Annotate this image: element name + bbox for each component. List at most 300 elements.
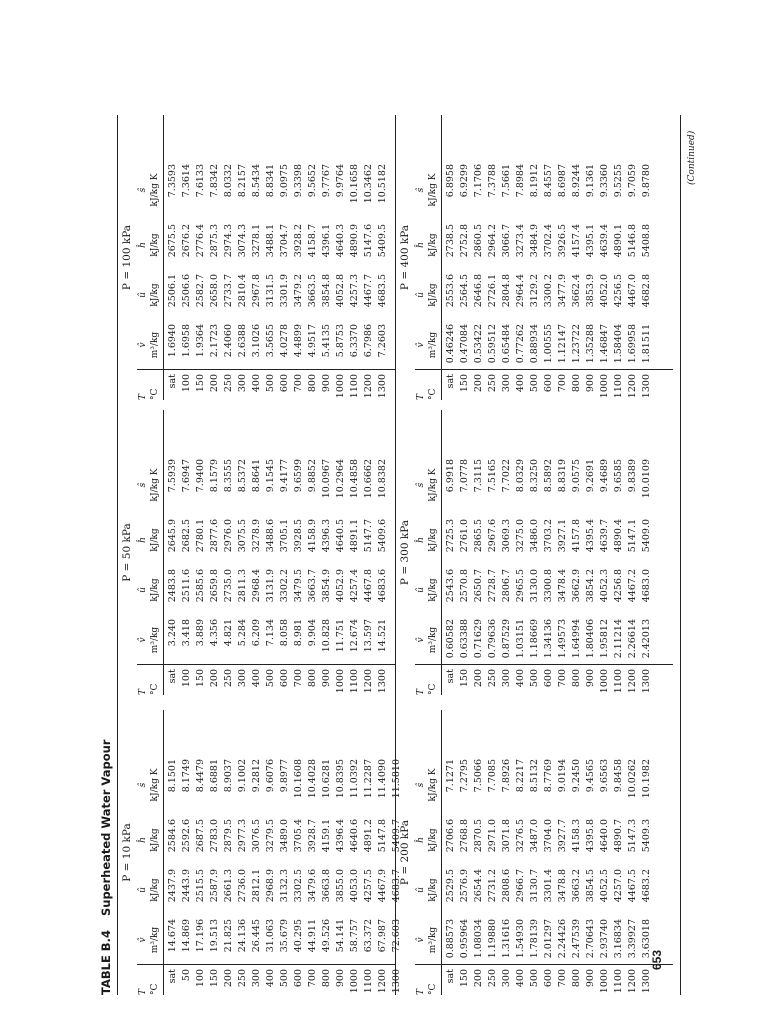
table-cell: 2974.3	[223, 224, 234, 258]
table-cell: 3132.3	[279, 869, 290, 903]
column-header	[137, 370, 163, 400]
column-symbol: ŝ	[416, 782, 426, 788]
table-cell: 4053.0	[349, 869, 360, 903]
column-header	[137, 965, 163, 995]
table-cell: 10.8395	[335, 759, 346, 799]
table-cell: 7.8342	[209, 164, 220, 198]
table-cell: 2967.8	[251, 274, 262, 308]
column-symbol: ĥ	[138, 242, 148, 248]
table-cell: 0.88934	[529, 324, 540, 364]
table-row	[528, 710, 542, 995]
table-row	[486, 115, 500, 400]
table-row	[166, 410, 180, 695]
column-unit: °C	[150, 388, 160, 400]
temperature-column-rule	[415, 964, 673, 965]
table-cell: 4395.1	[585, 224, 596, 258]
rotated-table-page	[95, 115, 695, 995]
table-cell: 2437.9	[167, 869, 178, 903]
column-symbol: ĥ	[416, 837, 426, 843]
table-cell: 2804.8	[501, 274, 512, 308]
table-cell: 4158.7	[307, 224, 318, 258]
table-cell: 8.4557	[543, 164, 554, 198]
table-cell: 5147.3	[627, 819, 638, 853]
table-cell: 2443.9	[181, 869, 192, 903]
table-cell: 10.1608	[293, 759, 304, 799]
table-cell: 600	[279, 669, 290, 688]
table-cell: 40.295	[293, 919, 304, 953]
column-unit: kJ/kg	[428, 828, 438, 852]
table-cell: 2.24426	[557, 919, 568, 959]
table-cell: 8.1749	[181, 759, 192, 793]
table-row	[444, 115, 458, 400]
table-cell: 11.4090	[377, 759, 388, 799]
table-cell: 3488.6	[265, 519, 276, 553]
table-cell: 1300	[641, 969, 652, 994]
table-cell: 8.4479	[195, 759, 206, 793]
table-cell: 2728.7	[487, 569, 498, 603]
table-cell: 1.58404	[613, 324, 624, 364]
table-cell: 3702.4	[543, 224, 554, 258]
table-row	[584, 115, 598, 400]
table-cell: 7.6133	[195, 164, 206, 198]
column-unit: kJ/kg K	[150, 768, 160, 802]
table-row	[528, 410, 542, 695]
table-cell: 7.5939	[167, 459, 178, 493]
table-cell: 1200	[377, 969, 388, 994]
table-row	[472, 115, 486, 400]
column-unit: °C	[428, 683, 438, 695]
table-cell: 4052.8	[335, 274, 346, 308]
table-cell: 0.47084	[459, 324, 470, 364]
table-cell: 8.0332	[223, 164, 234, 198]
table-row	[194, 115, 208, 400]
table-cell: 1.64994	[571, 619, 582, 659]
table-cell: 2870.5	[473, 819, 484, 853]
table-cell: 3130.0	[529, 569, 540, 603]
table-cell: 2.11214	[613, 619, 624, 659]
table-cell: 10.828	[321, 619, 332, 653]
table-cell: 6.7986	[363, 324, 374, 358]
table-cell: 400	[265, 969, 276, 988]
table-cell: 5.8753	[335, 324, 346, 358]
table-row	[570, 115, 584, 400]
pressure-panel	[117, 115, 395, 400]
table-cell: 2553.6	[445, 274, 456, 308]
table-cell: 2.01297	[543, 919, 554, 959]
column-unit: °C	[428, 388, 438, 400]
table-cell: 9.0194	[557, 759, 568, 793]
table-cell: 2515.5	[195, 869, 206, 903]
table-cell: 1100	[613, 669, 624, 694]
column-symbol: v̂	[416, 637, 426, 643]
page-number: 653	[650, 949, 664, 970]
table-row	[556, 115, 570, 400]
table-cell: 3488.1	[265, 224, 276, 258]
table-cell: 2877.6	[209, 519, 220, 553]
table-cell: 4396.3	[321, 519, 332, 553]
table-cell: 17.196	[195, 919, 206, 953]
table-cell: 1300	[377, 374, 388, 399]
table-row	[640, 410, 654, 695]
table-row	[486, 410, 500, 695]
table-cell: 3663.2	[571, 869, 582, 903]
column-unit: °C	[150, 983, 160, 995]
table-cell: 3075.5	[237, 519, 248, 553]
table-cell: 1100	[349, 669, 360, 694]
table-row	[334, 410, 348, 695]
table-cell: 9.1361	[585, 164, 596, 198]
table-cell: 3302.2	[279, 569, 290, 603]
table-cell: 2592.6	[181, 819, 192, 853]
column-header	[415, 455, 441, 515]
table-cell: 3300.8	[543, 569, 554, 603]
table-cell: 3279.5	[265, 819, 276, 853]
table-cell: 5.284	[237, 619, 248, 647]
panel-pressure-label: P = 50 kPa	[121, 523, 133, 582]
table-cell: 3486.0	[529, 519, 540, 553]
column-symbol: û	[138, 887, 148, 893]
table-cell: 35.679	[279, 919, 290, 953]
table-row	[500, 410, 514, 695]
table-cell: 5147.6	[363, 224, 374, 258]
table-cell: 2780.1	[195, 519, 206, 553]
table-cell: 3300.2	[543, 274, 554, 308]
table-cell: sat	[167, 969, 178, 984]
table-row	[236, 710, 250, 995]
column-header	[415, 565, 441, 615]
table-cell: 2.93740	[599, 919, 610, 959]
table-cell: 19.513	[209, 919, 220, 953]
table-row	[626, 410, 640, 695]
table-row	[612, 115, 626, 400]
table-cell: 4256.8	[613, 569, 624, 603]
table-row	[542, 115, 556, 400]
table-cell: 1100	[349, 374, 360, 399]
column-header	[137, 455, 163, 515]
table-row	[334, 710, 348, 995]
column-unit: °C	[150, 683, 160, 695]
table-cell: 7.2795	[459, 759, 470, 793]
table-row	[458, 115, 472, 400]
table-title	[95, 115, 117, 995]
table-row	[264, 710, 278, 995]
column-unit: kJ/kg	[150, 528, 160, 552]
column-symbol: ĥ	[416, 242, 426, 248]
table-cell: 900	[321, 669, 332, 688]
table-row	[472, 710, 486, 995]
table-row	[306, 115, 320, 400]
table-cell: 9.6563	[599, 759, 610, 793]
table-cell: 2726.1	[487, 274, 498, 308]
table-row	[626, 115, 640, 400]
table-cell: 2650.7	[473, 569, 484, 603]
table-row	[306, 410, 320, 695]
table-cell: 5147.1	[627, 519, 638, 553]
table-cell: 9.8977	[279, 759, 290, 793]
table-cell: 3487.0	[529, 819, 540, 853]
table-cell: 9.0575	[571, 459, 582, 493]
column-header	[415, 815, 441, 865]
table-cell: 9.5255	[613, 164, 624, 198]
table-cell: 0.65484	[501, 324, 512, 364]
table-cell: 700	[557, 669, 568, 688]
table-cell: 3276.5	[515, 819, 526, 853]
table-cell: 6.209	[251, 619, 262, 647]
column-unit: kJ/kg K	[150, 468, 160, 502]
table-row	[444, 410, 458, 695]
table-cell: 8.5892	[543, 459, 554, 493]
table-cell: 2738.5	[445, 224, 456, 258]
table-cell: 4.821	[223, 619, 234, 647]
table-cell: 1.08034	[473, 919, 484, 959]
table-cell: 1.49573	[557, 619, 568, 659]
table-cell: 500	[529, 669, 540, 688]
column-symbol: ŝ	[138, 187, 148, 193]
table-cell: 10.6281	[321, 759, 332, 799]
table-cell: 1200	[627, 969, 638, 994]
column-unit: kJ/kg	[150, 828, 160, 852]
table-cell: 2875.3	[209, 224, 220, 258]
table-cell: 21.825	[223, 919, 234, 953]
table-cell: 800	[571, 969, 582, 988]
table-cell: 10.2964	[335, 459, 346, 499]
table-cell: 67.987	[377, 919, 388, 953]
table-cell: 8.1501	[167, 759, 178, 793]
table-cell: 1100	[613, 374, 624, 399]
table-row	[348, 710, 362, 995]
column-header	[415, 665, 441, 695]
table-cell: 200	[209, 669, 220, 688]
table-cell: 9.7059	[627, 164, 638, 198]
table-cell: 3273.4	[515, 224, 526, 258]
table-cell: 3066.7	[501, 224, 512, 258]
table-cell: sat	[167, 669, 178, 684]
table-row	[264, 410, 278, 695]
table-cell: 150	[195, 669, 206, 688]
table-cell: 600	[293, 969, 304, 988]
table-cell: 4159.1	[321, 819, 332, 853]
table-cell: 150	[459, 969, 470, 988]
table-cell: 3479.2	[293, 274, 304, 308]
table-cell: 4639.7	[599, 519, 610, 553]
table-cell: 2810.4	[237, 274, 248, 308]
table-cell: 8.5434	[251, 164, 262, 198]
column-header	[137, 615, 163, 665]
table-cell: 3663.5	[307, 274, 318, 308]
column-symbol: v̂	[416, 937, 426, 943]
table-row	[376, 710, 390, 995]
table-cell: 11.751	[335, 619, 346, 653]
table-cell: 8.9037	[223, 759, 234, 793]
table-cell: 7.5661	[501, 164, 512, 198]
column-unit: m³/kg	[150, 926, 160, 954]
table-cell: 2776.4	[195, 224, 206, 258]
table-cell: 2654.4	[473, 869, 484, 903]
table-cell: 9.1002	[237, 759, 248, 793]
table-row	[598, 710, 612, 995]
table-cell: 4158.9	[307, 519, 318, 553]
column-unit: m³/kg	[428, 626, 438, 654]
column-header	[415, 965, 441, 995]
table-row	[222, 115, 236, 400]
table-row	[250, 115, 264, 400]
column-symbol: ŝ	[416, 482, 426, 488]
column-symbol: T	[416, 688, 426, 695]
table-cell: 1.9364	[195, 324, 206, 358]
table-cell: 8.2157	[237, 164, 248, 198]
table-cell: 2783.0	[209, 819, 220, 853]
table-cell: 50	[181, 969, 192, 982]
table-cell: 100	[181, 374, 192, 393]
table-cell: 3853.9	[585, 274, 596, 308]
table-cell: 250	[223, 669, 234, 688]
table-cell: 1200	[363, 374, 374, 399]
table-cell: 2768.8	[459, 819, 470, 853]
table-cell: 7.9400	[195, 459, 206, 493]
table-cell: 900	[335, 969, 346, 988]
table-cell: 4052.3	[599, 569, 610, 603]
table-cell: 5409.3	[641, 819, 652, 853]
column-unit: kJ/kg	[428, 528, 438, 552]
column-unit: kJ/kg	[150, 878, 160, 902]
table-row	[556, 710, 570, 995]
table-cell: 400	[515, 669, 526, 688]
table-cell: 3854.8	[321, 274, 332, 308]
table-row	[292, 710, 306, 995]
table-cell: 3131.9	[265, 569, 276, 603]
table-cell: 72.603	[391, 919, 402, 953]
table-cell: 3927.1	[557, 519, 568, 553]
table-cell: 8.5372	[237, 459, 248, 493]
table-cell: 8.6881	[209, 759, 220, 793]
table-cell: 1.19880	[487, 919, 498, 959]
table-cell: 4395.4	[585, 519, 596, 553]
table-cell: 2675.5	[167, 224, 178, 258]
table-cell: 4256.5	[613, 274, 624, 308]
continued-note: (Continued)	[687, 130, 697, 185]
table-cell: 400	[251, 374, 262, 393]
table-row	[444, 710, 458, 995]
table-cell: 8.5132	[529, 759, 540, 793]
table-cell: 2968.9	[265, 869, 276, 903]
table-cell: 300	[501, 669, 512, 688]
table-cell: 4891.1	[349, 519, 360, 553]
table-cell: 54.141	[335, 919, 346, 953]
table-cell: 300	[501, 374, 512, 393]
table-cell: 3662.4	[571, 274, 582, 308]
column-header	[415, 160, 441, 220]
temperature-column-rule	[137, 964, 395, 965]
table-cell: 8.7769	[543, 759, 554, 793]
table-cell: 2511.6	[181, 569, 192, 603]
table-row	[278, 410, 292, 695]
table-row	[306, 710, 320, 995]
table-cell: 2971.0	[487, 819, 498, 853]
table-cell: 3.418	[181, 619, 192, 647]
table-cell: 500	[265, 669, 276, 688]
table-cell: 0.95964	[459, 919, 470, 959]
table-cell: 2645.9	[167, 519, 178, 553]
table-cell: 2.70643	[585, 919, 596, 959]
table-cell: 1300	[377, 669, 388, 694]
column-symbol: û	[138, 292, 148, 298]
table-cell: 3275.0	[515, 519, 526, 553]
table-cell: 0.63388	[459, 619, 470, 659]
column-symbol: ĥ	[138, 537, 148, 543]
table-cell: 1.6958	[181, 324, 192, 358]
table-cell: 1.31616	[501, 919, 512, 959]
column-unit: kJ/kg	[150, 578, 160, 602]
table-cell: 2506.6	[181, 274, 192, 308]
table-cell: 4640.3	[335, 224, 346, 258]
table-body	[444, 115, 654, 400]
table-cell: 1.35288	[585, 324, 596, 364]
temperature-column-rule	[137, 664, 395, 665]
table-cell: 1.69958	[627, 324, 638, 364]
table-cell: 200	[223, 969, 234, 988]
table-cell: 4890.7	[613, 819, 624, 853]
table-cell: 11.2287	[363, 759, 374, 799]
table-cell: 2529.5	[445, 869, 456, 903]
table-cell: 7.3614	[181, 164, 192, 198]
table-cell: 1.80406	[585, 619, 596, 659]
table-row	[320, 710, 334, 995]
table-cell: 600	[543, 969, 554, 988]
table-cell: 800	[307, 669, 318, 688]
table-cell: 2.6388	[237, 324, 248, 358]
table-cell: 2811.3	[237, 569, 248, 603]
table-cell: 49.526	[321, 919, 332, 953]
table-cell: 1.12147	[557, 324, 568, 364]
table-row	[612, 710, 626, 995]
table-cell: 9.8458	[613, 759, 624, 793]
table-cell: 1200	[363, 669, 374, 694]
table-cell: 2731.2	[487, 869, 498, 903]
table-cell: 5147.7	[363, 519, 374, 553]
table-cell: 8.1579	[209, 459, 220, 493]
table-cell: 0.88573	[445, 919, 456, 959]
table-body	[166, 410, 390, 695]
table-cell: 3854.2	[585, 569, 596, 603]
table-row	[542, 710, 556, 995]
column-header-row	[137, 410, 164, 695]
table-cell: 1.23722	[571, 324, 582, 364]
table-cell: 2.1723	[209, 324, 220, 358]
table-row	[584, 410, 598, 695]
table-cell: 3129.2	[529, 274, 540, 308]
table-row	[166, 115, 180, 400]
table-cell: 4052.0	[599, 274, 610, 308]
table-cell: 9.1545	[265, 459, 276, 493]
table-cell: 250	[487, 374, 498, 393]
table-cell: 3663.8	[321, 869, 332, 903]
table-row	[584, 710, 598, 995]
table-cell: 400	[515, 374, 526, 393]
table-row	[222, 710, 236, 995]
table-cell: 2733.7	[223, 274, 234, 308]
table-row	[570, 710, 584, 995]
table-cell: 5409.7	[391, 819, 402, 853]
column-header	[137, 815, 163, 865]
table-cell: 8.8319	[557, 459, 568, 493]
table-cell: 1100	[613, 969, 624, 994]
table-cell: 4257.3	[349, 274, 360, 308]
table-cell: 13.597	[363, 619, 374, 653]
column-header	[137, 220, 163, 270]
panel-pressure-label: P = 100 kPa	[121, 224, 133, 291]
table-cell: 10.4858	[349, 459, 360, 499]
table-cell: 3705.1	[279, 519, 290, 553]
